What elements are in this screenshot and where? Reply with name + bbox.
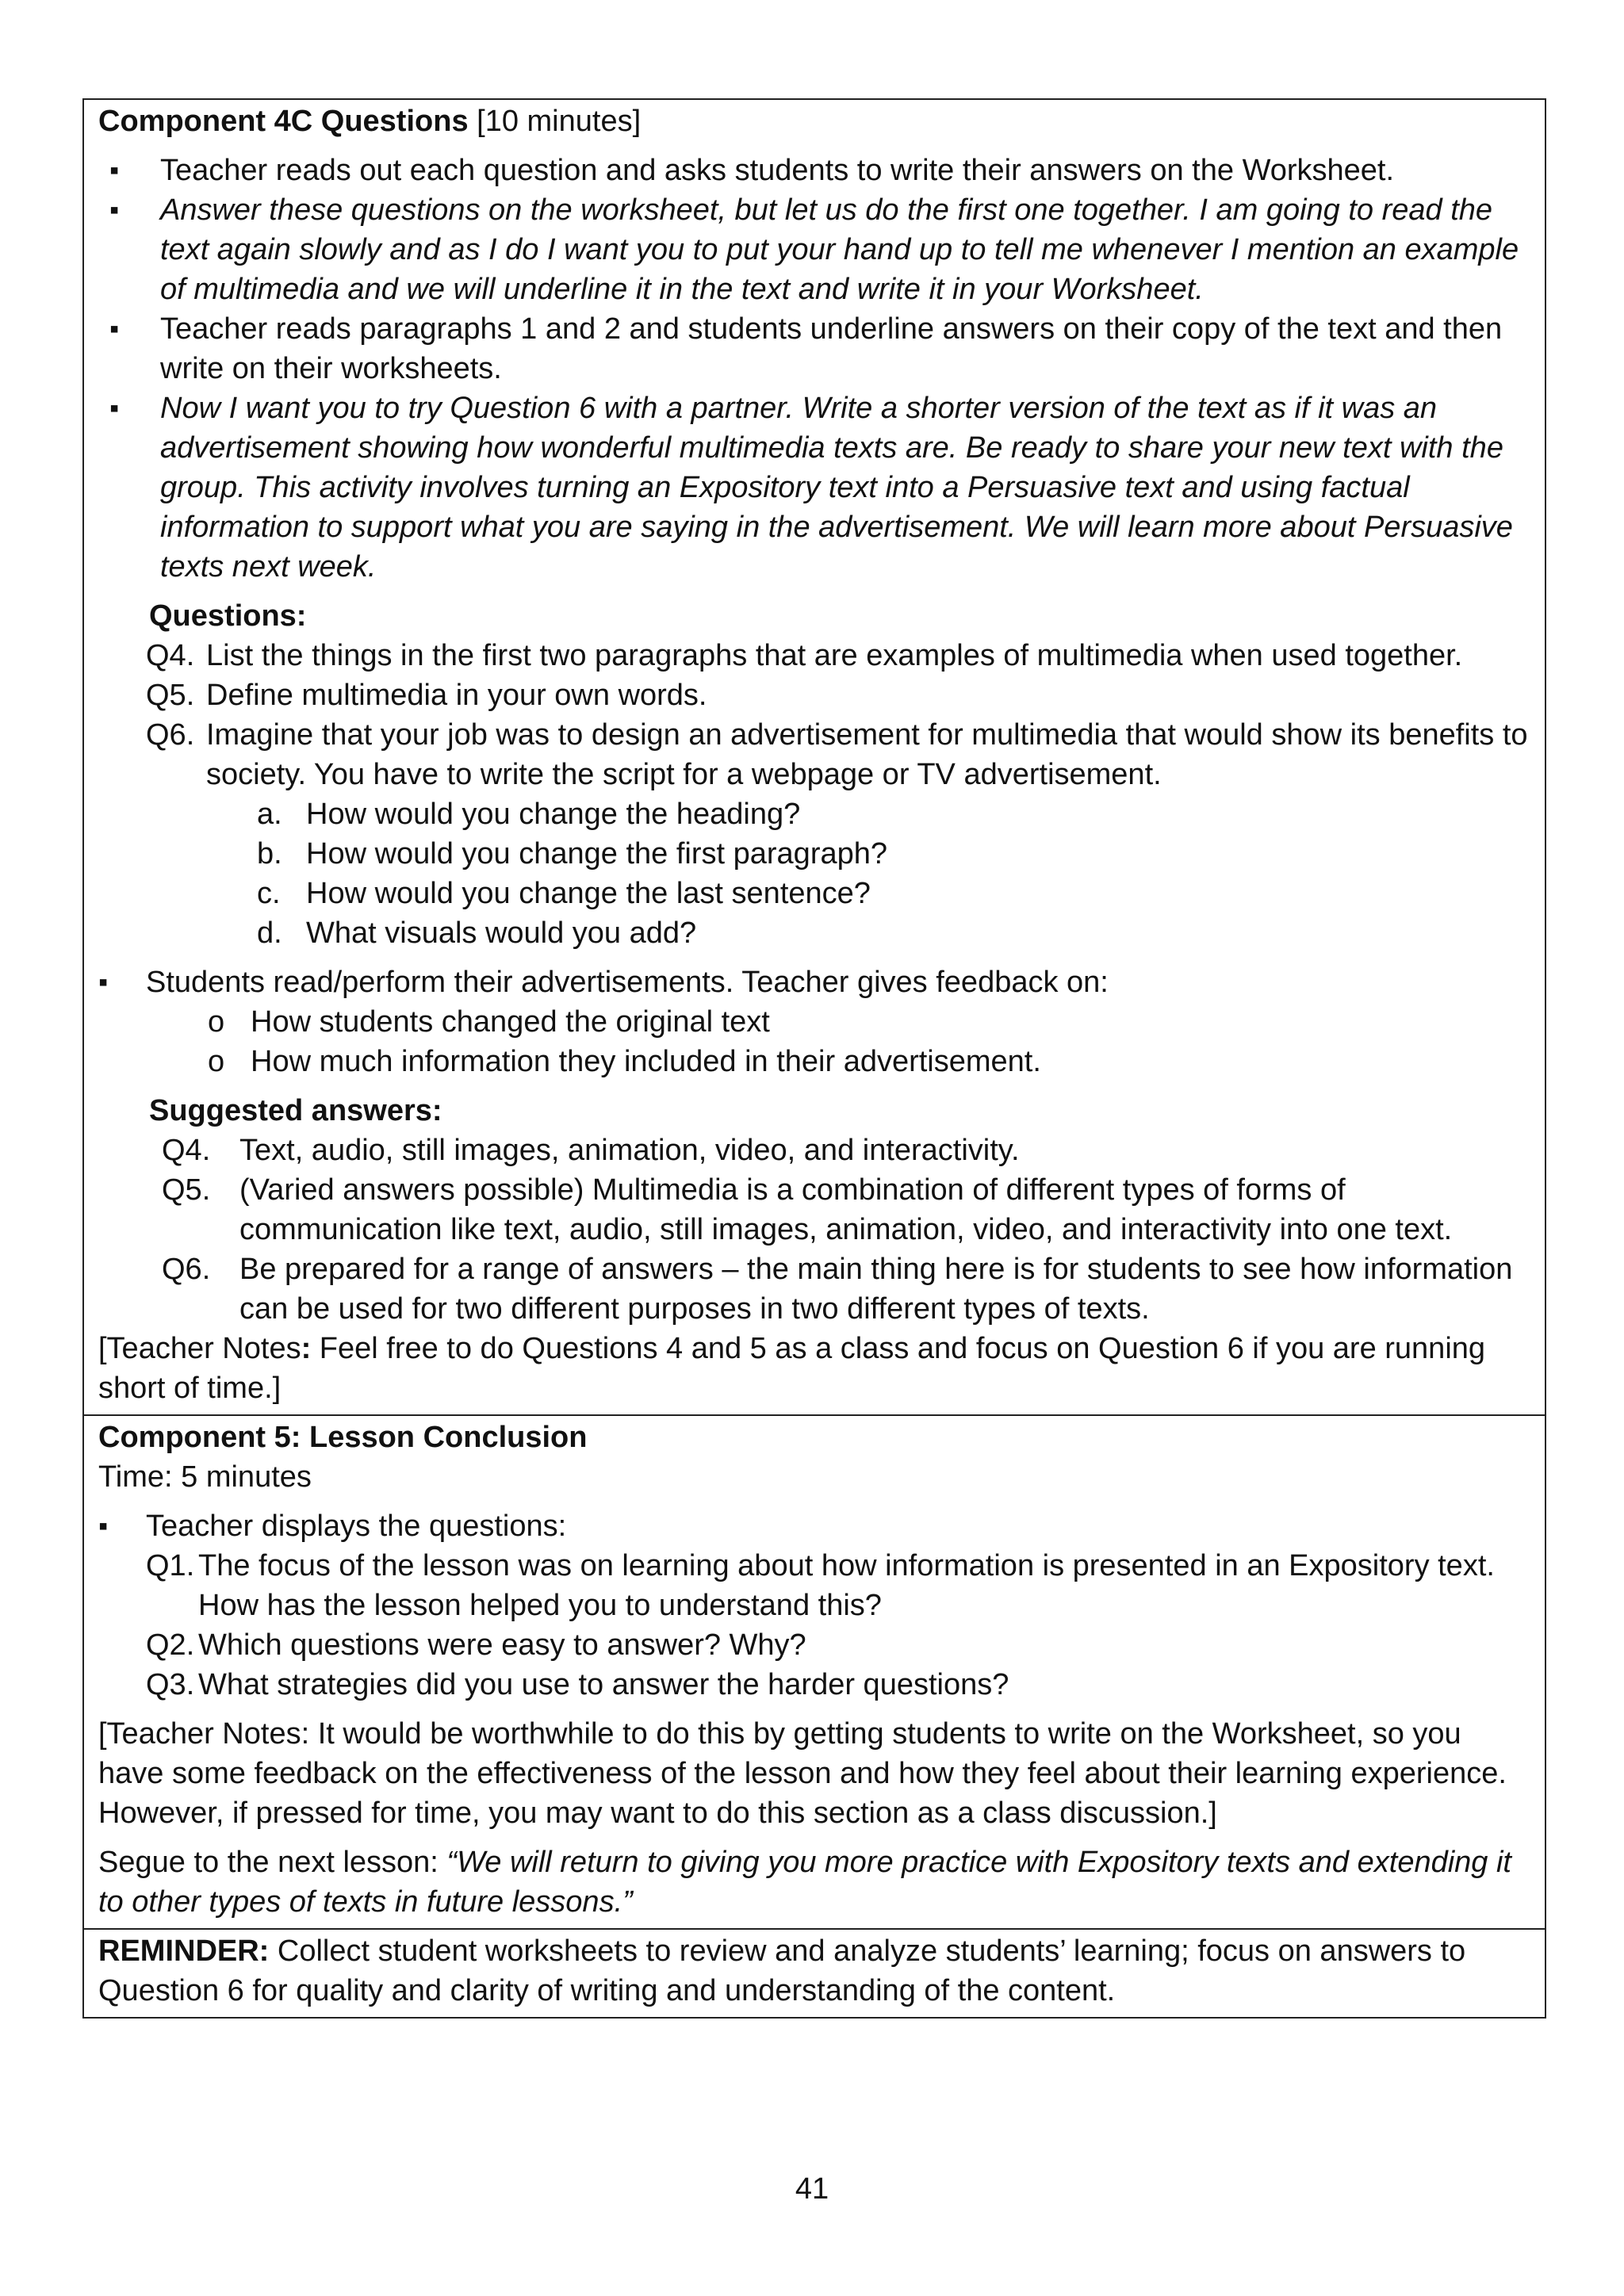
feedback-text: How students changed the original text (251, 1005, 770, 1039)
feedback-item (98, 1042, 1534, 1081)
feedback-item (98, 1002, 1534, 1042)
question-item (98, 715, 1534, 794)
option-letter: d. (257, 916, 282, 950)
lesson-plan-table (82, 98, 1546, 2019)
display-bullet: ▪ Teacher displays the questions: (98, 1506, 1534, 1546)
answer-number: Q6. (162, 1253, 211, 1286)
question-item (98, 636, 1534, 675)
answer-text: Be prepared for a range of answers – the main thing here is for students to see how information can be used for two different purposes in two different types of texts. (239, 1253, 1513, 1326)
component-4c-time: [10 minutes] (468, 105, 642, 138)
question-number: Q5. (146, 679, 195, 712)
option-letter: a. (257, 798, 282, 831)
segue-text (98, 1843, 1534, 1922)
circle-bullet-icon: o (208, 1045, 225, 1078)
teacher-notes-label: [Teacher Notes (98, 1332, 301, 1365)
teacher-notes-text: Feel free to do Questions 4 and 5 as a class and focus on Question 6 if you are running short of time.] (98, 1332, 1486, 1405)
bullet-item: ▪ Answer these questions on the worksheet, but let us do the first one together. I am going to read the text again slowly and as I do I want you to put your hand up to tell me whenever I mention an example of multimedia and we will underline it in the text and write it in your Worksheet. (98, 190, 1534, 309)
question-text: Define multimedia in your own words. (206, 679, 707, 712)
option-text: How would you change the heading? (306, 798, 801, 831)
segue-quote: “We will return to giving you more practice with Expository texts and extending it to other types of texts in future lessons.” (98, 1846, 1511, 1919)
question-number: Q4. (146, 639, 195, 672)
page-number: 41 (795, 2172, 829, 2206)
option-text: How would you change the last sentence? (306, 877, 871, 910)
question-item (98, 675, 1534, 715)
option-item (98, 874, 1534, 913)
teacher-notes-colon: : (301, 1332, 312, 1365)
question-number: Q1. (146, 1549, 195, 1582)
question-item (98, 1546, 1534, 1625)
component-4c-heading (98, 101, 1534, 141)
answer-item (98, 1170, 1534, 1249)
option-item (98, 794, 1534, 834)
question-text: What strategies did you use to answer the harder questions? (198, 1668, 1009, 1701)
question-number: Q2. (146, 1628, 195, 1662)
answer-number: Q4. (162, 1134, 211, 1167)
component-5-time: Time: 5 minutes (98, 1460, 312, 1494)
option-item (98, 834, 1534, 874)
reminder-cell (84, 1928, 1545, 2017)
answer-item (98, 1131, 1534, 1170)
option-letter: c. (257, 877, 281, 910)
option-text: What visuals would you add? (306, 916, 697, 950)
component-4c-cell (84, 100, 1545, 1414)
circle-bullet-icon: o (208, 1005, 225, 1039)
bullet-item: ▪ Now I want you to try Question 6 with a partner. Write a shorter version of the text as if it was an advertisement showing how wonderful multimedia texts are. Be ready to share your new text with the group. This activity involves turning an Expository text into a Persuasive text and using factual information to support what you are saying in the advertisement. We will learn more about Persuasive texts next week. (98, 388, 1534, 587)
question-text: List the things in the first two paragraphs that are examples of multimedia when used together. (206, 639, 1463, 672)
bullet-item: ▪ Teacher reads paragraphs 1 and 2 and students underline answers on their copy of the text and then write on their worksheets. (98, 309, 1534, 388)
question-number: Q6. (146, 718, 195, 752)
question-item (98, 1625, 1534, 1665)
suggested-answers-heading: Suggested answers: (149, 1094, 442, 1127)
component-4c-title: Component 4C Questions (98, 105, 469, 138)
answer-number: Q5. (162, 1173, 211, 1207)
answer-text: Text, audio, still images, animation, video, and interactivity. (239, 1134, 1020, 1167)
reminder-label: REMINDER: (98, 1934, 270, 1968)
bullet-item: ▪ Teacher reads out each question and asks students to write their answers on the Worksheet. (98, 151, 1534, 190)
segue-label: Segue to the next lesson: (98, 1846, 447, 1879)
question-text: The focus of the lesson was on learning about how information is presented in an Expository text. How has the lesson helped you to understand this? (198, 1549, 1495, 1622)
answer-text: (Varied answers possible) Multimedia is a combination of different types of forms of communication like text, audio, still images, animation, video, and interactivity into one text. (239, 1173, 1453, 1246)
option-item (98, 913, 1534, 953)
feedback-text: How much information they included in their advertisement. (251, 1045, 1041, 1078)
component-5-title: Component 5: Lesson Conclusion (98, 1421, 588, 1454)
question-text: Which questions were easy to answer? Why? (198, 1628, 806, 1662)
perform-bullet: ▪ Students read/perform their advertisements. Teacher gives feedback on: (98, 962, 1534, 1002)
question-item (98, 1665, 1534, 1705)
reminder-text: Collect student worksheets to review and analyze students’ learning; focus on answers to Question 6 for quality and clarity of writing and understanding of the content. (98, 1934, 1466, 2007)
teacher-notes (98, 1329, 1534, 1408)
option-text: How would you change the first paragraph? (306, 837, 888, 871)
questions-heading: Questions: (149, 599, 307, 633)
answer-item (98, 1249, 1534, 1329)
component-5-cell (84, 1414, 1545, 1928)
option-letter: b. (257, 837, 282, 871)
teacher-notes: [Teacher Notes: It would be worthwhile to do this by getting students to write on the Worksheet, so you have some feedback on the effectiveness of the lesson and how they feel about their learning experience. However, if pressed for time, you may want to do this section as a class discussion.] (98, 1717, 1507, 1830)
question-number: Q3. (146, 1668, 195, 1701)
question-text: Imagine that your job was to design an advertisement for multimedia that would show its benefits to society. You have to write the script for a webpage or TV advertisement. (206, 718, 1528, 791)
